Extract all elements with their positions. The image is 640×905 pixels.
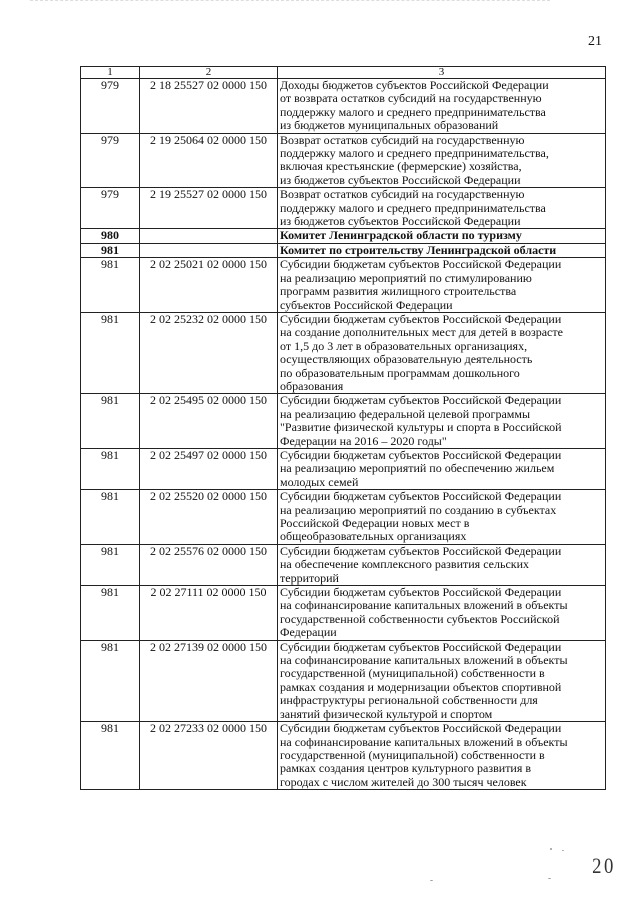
- description-line: поддержку малого и среднего предпринимательства: [280, 105, 546, 119]
- description-line: Федерации: [280, 626, 337, 640]
- description-line: Субсидии бюджетам субъектов Российской Федерации: [280, 586, 562, 600]
- admin-code-cell: 981: [81, 243, 140, 257]
- description-line: "Развитие физической культуры и спорта в Российской: [280, 421, 562, 435]
- description-line: на создание дополнительных мест для детей в возрасте: [280, 326, 563, 340]
- table-row: [81, 258, 606, 313]
- scan-speck: [430, 880, 433, 881]
- description-cell: [278, 188, 606, 229]
- description-line: инфраструктуры региональной собственности для: [280, 694, 538, 708]
- stamp-number: 20: [592, 853, 616, 878]
- description-cell: [278, 243, 606, 257]
- budget-code-cell: 2 02 25520 02 0000 150: [140, 490, 278, 545]
- description-cell: [278, 586, 606, 641]
- budget-code-cell: 2 02 25232 02 0000 150: [140, 312, 278, 393]
- description-line: рамках создания и модернизации объектов спортивной: [280, 680, 562, 694]
- budget-code-cell: 2 02 27233 02 0000 150: [140, 722, 278, 790]
- page-number: 21: [588, 34, 602, 49]
- admin-code-cell: 981: [81, 490, 140, 545]
- budget-code-cell: [140, 243, 278, 257]
- description-line: на софинансирование капитальных вложений в объекты: [280, 654, 568, 668]
- description-cell: [278, 544, 606, 585]
- description-line: из бюджетов муниципальных образований: [280, 119, 499, 133]
- description-line: на обеспечение комплексного развития сельских: [280, 558, 530, 572]
- budget-code-cell: 2 02 25495 02 0000 150: [140, 394, 278, 449]
- header-col-3: 3: [278, 67, 606, 79]
- scan-speck: [562, 850, 564, 851]
- table-row: [81, 188, 606, 229]
- table-row: [81, 229, 606, 243]
- description-line: поддержку малого и среднего предпринимательства: [280, 201, 546, 215]
- budget-code-cell: 2 18 25527 02 0000 150: [140, 79, 278, 134]
- table-row: [81, 394, 606, 449]
- description-cell: [278, 312, 606, 393]
- admin-code-cell: 979: [81, 188, 140, 229]
- description-line: субъектов Российской Федерации: [280, 298, 453, 312]
- description-line: Доходы бюджетов субъектов Российской Федерации: [280, 79, 549, 92]
- admin-code-cell: 981: [81, 722, 140, 790]
- description-line: государственной (муниципальной) собственности в: [280, 667, 545, 681]
- description-line: Возврат остатков субсидий на государственную: [280, 133, 525, 147]
- description-line: Субсидии бюджетам субъектов Российской Федерации: [280, 448, 562, 462]
- budget-code-cell: 2 19 25527 02 0000 150: [140, 188, 278, 229]
- budget-code-cell: [140, 229, 278, 243]
- scan-speck: [548, 878, 551, 879]
- description-cell: [278, 722, 606, 790]
- description-line: программ развития жилищного строительства: [280, 285, 517, 299]
- description-line: по образовательным программам дошкольного: [280, 366, 520, 380]
- description-line: из бюджетов субъектов Российской Федерации: [280, 215, 521, 229]
- table-row: [81, 448, 606, 489]
- description-cell: [278, 394, 606, 449]
- table-row: [81, 490, 606, 545]
- description-line: на софинансирование капитальных вложений в объекты: [280, 599, 568, 613]
- description-line: государственной собственности субъектов Российской: [280, 612, 560, 626]
- table-row: [81, 586, 606, 641]
- description-line: от 1,5 до 3 лет в образовательных организациях,: [280, 339, 528, 353]
- description-line: Субсидии бюджетам субъектов Российской Федерации: [280, 394, 562, 408]
- table-row: [81, 79, 606, 134]
- admin-code-cell: 981: [81, 448, 140, 489]
- description-cell: [278, 640, 606, 721]
- table-row: [81, 243, 606, 257]
- description-line: Субсидии бюджетам субъектов Российской Федерации: [280, 544, 562, 558]
- budget-code-cell: 2 02 25021 02 0000 150: [140, 258, 278, 313]
- table-header-row: [81, 67, 606, 79]
- description-line: Возврат остатков субсидий на государственную: [280, 188, 525, 202]
- description-line: Субсидии бюджетам субъектов Российской Федерации: [280, 312, 562, 326]
- description-line: образования: [280, 379, 344, 393]
- description-line: на реализацию мероприятий по стимулированию: [280, 271, 532, 285]
- admin-code-cell: 981: [81, 312, 140, 393]
- description-line: поддержку малого и среднего предпринимательства,: [280, 147, 549, 161]
- description-line: Субсидии бюджетам субъектов Российской Федерации: [280, 490, 562, 504]
- description-line: Федерации на 2016 – 2020 годы": [280, 434, 447, 448]
- admin-code-cell: 981: [81, 394, 140, 449]
- admin-code-cell: 980: [81, 229, 140, 243]
- budget-code-cell: 2 02 27111 02 0000 150: [140, 586, 278, 641]
- description-line: Субсидии бюджетам субъектов Российской Федерации: [280, 640, 562, 654]
- description-cell: [278, 490, 606, 545]
- description-line: молодых семей: [280, 475, 359, 489]
- description-line: занятий физической культурой и спортом: [280, 707, 493, 721]
- admin-code-cell: 981: [81, 258, 140, 313]
- scan-speck: [550, 848, 552, 850]
- description-line: от возврата остатков субсидий на государственную: [280, 92, 542, 106]
- description-cell: [278, 448, 606, 489]
- header-col-1: 1: [81, 67, 140, 79]
- description-line: государственной (муниципальной) собственности в: [280, 748, 545, 762]
- header-col-2: 2: [140, 67, 278, 79]
- description-line: осуществляющих образовательную деятельность: [280, 353, 533, 367]
- admin-code-cell: 981: [81, 544, 140, 585]
- description-cell: [278, 229, 606, 243]
- description-line: на реализацию федеральной целевой программы: [280, 407, 531, 421]
- description-line: Субсидии бюджетам субъектов Российской Федерации: [280, 258, 562, 272]
- description-line: включая крестьянские (фермерские) хозяйства,: [280, 160, 522, 174]
- description-line: рамках создания центров культурного развития в: [280, 762, 532, 776]
- description-line: городах с числом жителей до 300 тысяч человек: [280, 775, 527, 789]
- description-line: на реализацию мероприятий по созданию в субъектах: [280, 503, 557, 517]
- description-line: на софинансирование капитальных вложений в объекты: [280, 735, 568, 749]
- description-cell: [278, 258, 606, 313]
- description-cell: [278, 133, 606, 188]
- budget-code-cell: 2 02 25497 02 0000 150: [140, 448, 278, 489]
- description-line: на реализацию мероприятий по обеспечению жильем: [280, 462, 555, 476]
- description-line: Российской Федерации новых мест в: [280, 517, 470, 530]
- description-line: из бюджетов субъектов Российской Федерации: [280, 173, 521, 187]
- budget-code-cell: 2 02 25576 02 0000 150: [140, 544, 278, 585]
- budget-code-cell: 2 02 27139 02 0000 150: [140, 640, 278, 721]
- description-line: территорий: [280, 571, 339, 585]
- admin-code-cell: 981: [81, 640, 140, 721]
- admin-code-cell: 979: [81, 133, 140, 188]
- table-row: [81, 722, 606, 790]
- description-line: Комитет Ленинградской области по туризму: [280, 229, 522, 243]
- description-cell: [278, 79, 606, 134]
- budget-codes-table: [80, 66, 606, 790]
- table-row: [81, 312, 606, 393]
- table-row: [81, 640, 606, 721]
- table-row: [81, 133, 606, 188]
- budget-code-cell: 2 19 25064 02 0000 150: [140, 133, 278, 188]
- table-body: [81, 79, 606, 790]
- description-line: общеобразовательных организациях: [280, 530, 467, 544]
- description-line: Субсидии бюджетам субъектов Российской Федерации: [280, 722, 562, 736]
- admin-code-cell: 979: [81, 79, 140, 134]
- admin-code-cell: 981: [81, 586, 140, 641]
- table-row: [81, 544, 606, 585]
- scan-artifact-top: [30, 0, 550, 4]
- description-line: Комитет по строительству Ленинградской области: [280, 243, 557, 257]
